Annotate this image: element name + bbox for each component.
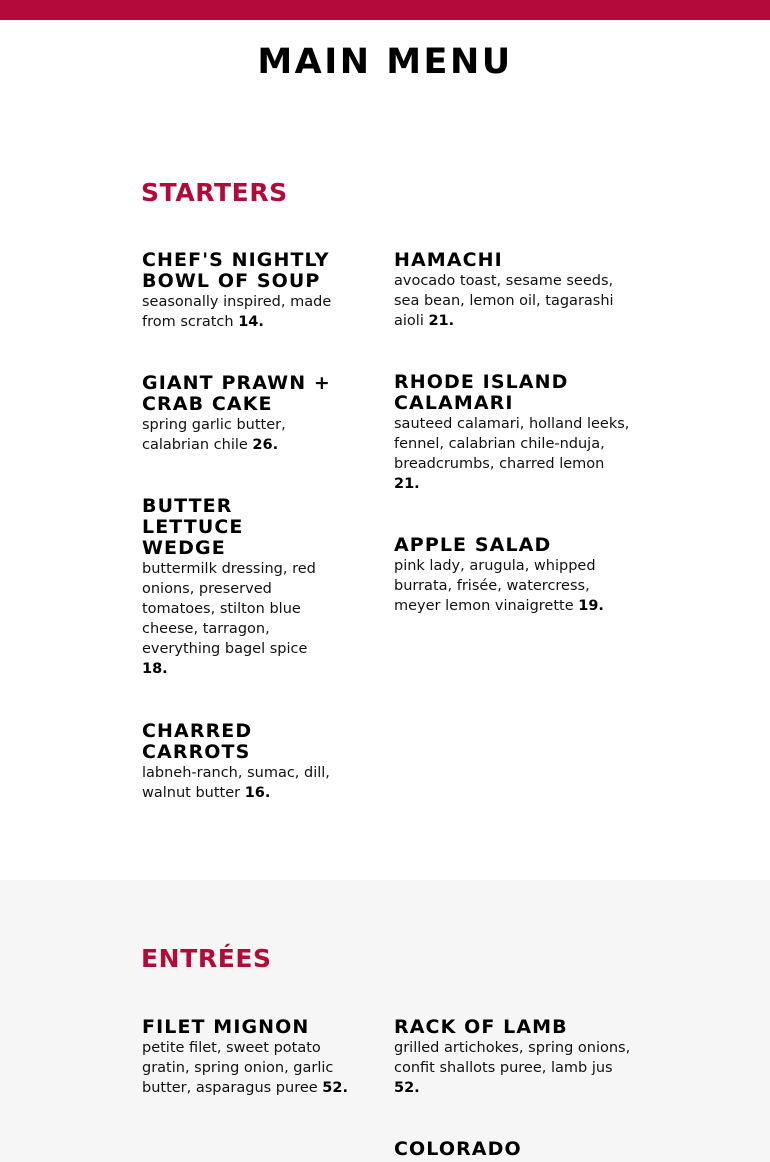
menu-item (142, 496, 332, 679)
item-name: COLORADO (394, 1138, 522, 1160)
item-name: CHEF'S NIGHTLY BOWL OF SOUP (142, 249, 330, 292)
item-price: 26. (252, 437, 279, 453)
menu-item (394, 535, 634, 616)
menu-item (142, 1017, 352, 1098)
menu-item (394, 1017, 634, 1098)
item-description: pink lady, arugula, whipped burrata, frisée, watercress, meyer lemon vinaigrette 19. (394, 558, 604, 614)
item-name: BUTTER LETTUCE WEDGE (142, 495, 244, 559)
item-name: HAMACHI (394, 249, 503, 271)
entrees-section (0, 880, 770, 1162)
item-description: avocado toast, sesame seeds, sea bean, lemon oil, tagarashi aioli 21. (394, 273, 614, 329)
item-price: 14. (238, 314, 264, 330)
top-accent-bar (0, 0, 770, 20)
item-price: 18. (142, 661, 168, 677)
item-description: sauteed calamari, holland leeks, fennel, calabrian chile-nduja, breadcrumbs, charred lemon 21. (394, 416, 630, 492)
item-price: 21. (394, 476, 420, 492)
menu-item (394, 372, 634, 494)
item-description: grilled artichokes, spring onions, confit shallots puree, lamb jus 52. (394, 1040, 631, 1096)
item-description: seasonally inspired, made from scratch 14. (142, 294, 332, 330)
item-name: FILET MIGNON (142, 1016, 310, 1038)
item-price: 19. (578, 598, 604, 614)
item-description: labneh-ranch, sumac, dill, walnut butter 16. (142, 765, 330, 801)
starters-section (0, 120, 770, 880)
item-description: spring garlic butter, calabrian chile 26. (142, 417, 286, 453)
item-price: 16. (244, 785, 271, 801)
item-name: RACK OF LAMB (394, 1016, 568, 1038)
item-price: 52. (394, 1080, 420, 1096)
item-description: petite filet, sweet potato gratin, spring onion, garlic butter, asparagus puree 52. (142, 1040, 348, 1096)
item-name: GIANT PRAWN + CRAB CAKE (142, 372, 331, 415)
page-title: MAIN MENU (257, 42, 513, 82)
section-heading-entrees: ENTRÉES (141, 944, 272, 973)
menu-item (142, 250, 352, 332)
menu-item (142, 373, 352, 455)
item-name: APPLE SALAD (394, 534, 552, 556)
item-price: 52. (322, 1080, 348, 1096)
item-name: RHODE ISLAND CALAMARI (394, 371, 569, 414)
section-heading-starters: STARTERS (141, 178, 288, 207)
menu-item (394, 1139, 634, 1160)
item-description: buttermilk dressing, red onions, preserved tomatoes, stilton blue cheese, tarragon, everything bagel spice 18. (142, 561, 316, 677)
menu-item (394, 250, 634, 331)
item-price: 21. (428, 313, 455, 329)
menu-item (142, 721, 352, 803)
item-name: CHARRED CARROTS (142, 720, 253, 763)
